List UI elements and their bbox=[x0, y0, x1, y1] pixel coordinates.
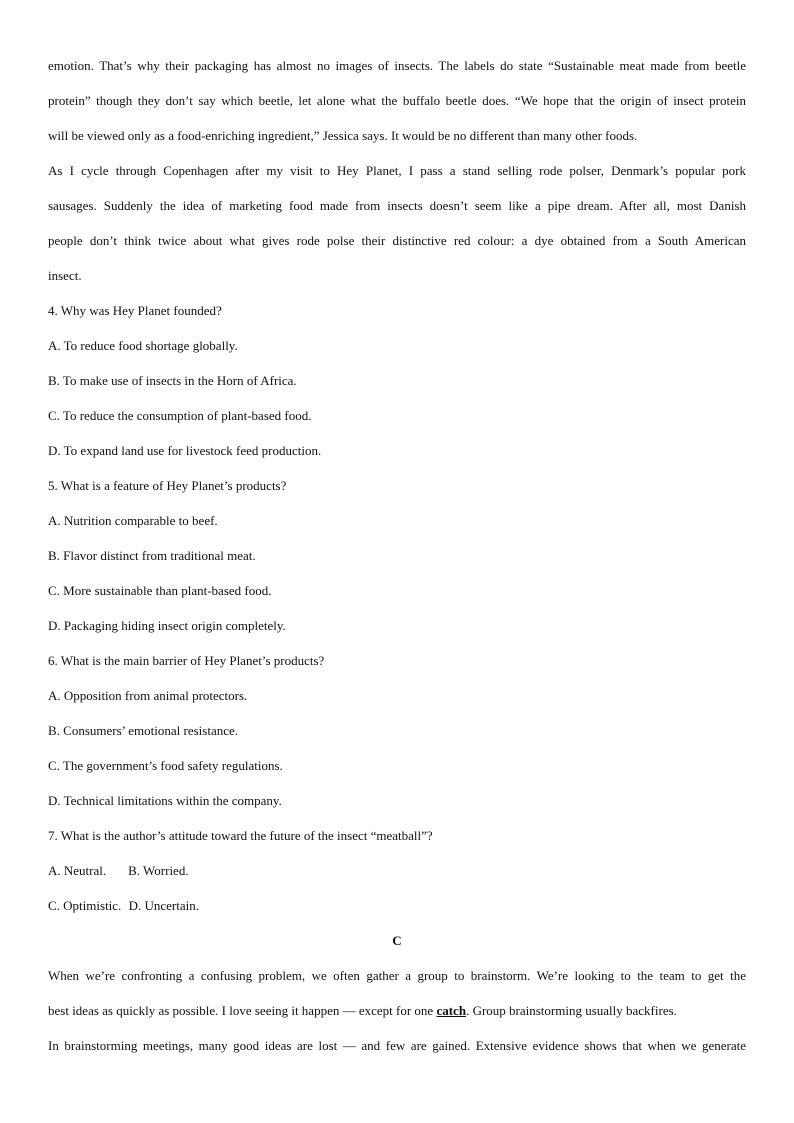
answer-option-c: C. The government’s food safety regulations. bbox=[48, 758, 283, 773]
answer-option-c: C. More sustainable than plant-based food. bbox=[48, 583, 272, 598]
answer-option-a: A. Neutral. bbox=[48, 863, 107, 878]
paragraph-line: When we’re confronting a confusing problem, we often gather a group to brainstorm. We’re looking to the team to get the bbox=[48, 968, 746, 983]
answer-option-a: A. Nutrition comparable to beef. bbox=[48, 513, 218, 528]
answer-options-row bbox=[48, 888, 746, 923]
paragraph-line: sausages. Suddenly the idea of marketing food made from insects doesn’t seem like a pipe dream. After all, most Danish bbox=[48, 198, 746, 213]
question-stem: 6. What is the main barrier of Hey Planet’s products? bbox=[48, 653, 325, 668]
answer-option-c: C. To reduce the consumption of plant-based food. bbox=[48, 408, 312, 423]
paragraph-line bbox=[48, 993, 746, 1028]
passage-b-conclusion bbox=[48, 48, 746, 293]
question-stem: 4. Why was Hey Planet founded? bbox=[48, 303, 222, 318]
answer-option-b: B. To make use of insects in the Horn of Africa. bbox=[48, 373, 297, 388]
answer-option-d: D. To expand land use for livestock feed production. bbox=[48, 443, 322, 458]
paragraph-line: will be viewed only as a food-enriching ingredient,” Jessica says. It would be no different than many other foods. bbox=[48, 128, 638, 143]
answer-option-d: D. Technical limitations within the company. bbox=[48, 793, 282, 808]
question-6 bbox=[48, 643, 746, 818]
paragraph-line: As I cycle through Copenhagen after my visit to Hey Planet, I pass a stand selling rode polser, Denmark’s popular pork bbox=[48, 163, 746, 178]
passage-c-intro bbox=[48, 958, 746, 1063]
question-stem: 7. What is the author’s attitude toward the future of the insect “meatball”? bbox=[48, 828, 433, 843]
question-stem: 5. What is a feature of Hey Planet’s products? bbox=[48, 478, 287, 493]
text-run: . Group brainstorming usually backfires. bbox=[466, 1003, 677, 1018]
answer-option-b: B. Worried. bbox=[128, 863, 189, 878]
paragraph-line: people don’t think twice about what gives rode polse their distinctive red colour: a dye obtained from a South American bbox=[48, 233, 746, 248]
paragraph-line: In brainstorming meetings, many good ideas are lost — and few are gained. Extensive evidence shows that when we generate bbox=[48, 1038, 746, 1053]
question-7 bbox=[48, 818, 746, 923]
answer-option-d: D. Uncertain. bbox=[128, 898, 199, 913]
question-4 bbox=[48, 293, 746, 468]
paragraph-line: insect. bbox=[48, 268, 82, 283]
paragraph-line: emotion. That’s why their packaging has almost no images of insects. The labels do state “Sustainable meat made from beetle bbox=[48, 58, 746, 73]
answer-option-b: B. Consumers’ emotional resistance. bbox=[48, 723, 239, 738]
answer-option-b: B. Flavor distinct from traditional meat. bbox=[48, 548, 256, 563]
paragraph-line: protein” though they don’t say which beetle, let alone what the buffalo beetle does. “We hope that the origin of insect protein bbox=[48, 93, 746, 108]
answer-option-a: A. To reduce food shortage globally. bbox=[48, 338, 238, 353]
underlined-keyword: catch bbox=[436, 1003, 467, 1018]
document-page bbox=[48, 48, 746, 1063]
answer-option-c: C. Optimistic. bbox=[48, 898, 122, 913]
section-heading: C bbox=[392, 933, 402, 948]
answer-option-d: D. Packaging hiding insect origin completely. bbox=[48, 618, 286, 633]
answer-options-row bbox=[48, 853, 746, 888]
text-run: best ideas as quickly as possible. I love seeing it happen — except for one bbox=[48, 1003, 437, 1018]
question-5 bbox=[48, 468, 746, 643]
answer-option-a: A. Opposition from animal protectors. bbox=[48, 688, 248, 703]
